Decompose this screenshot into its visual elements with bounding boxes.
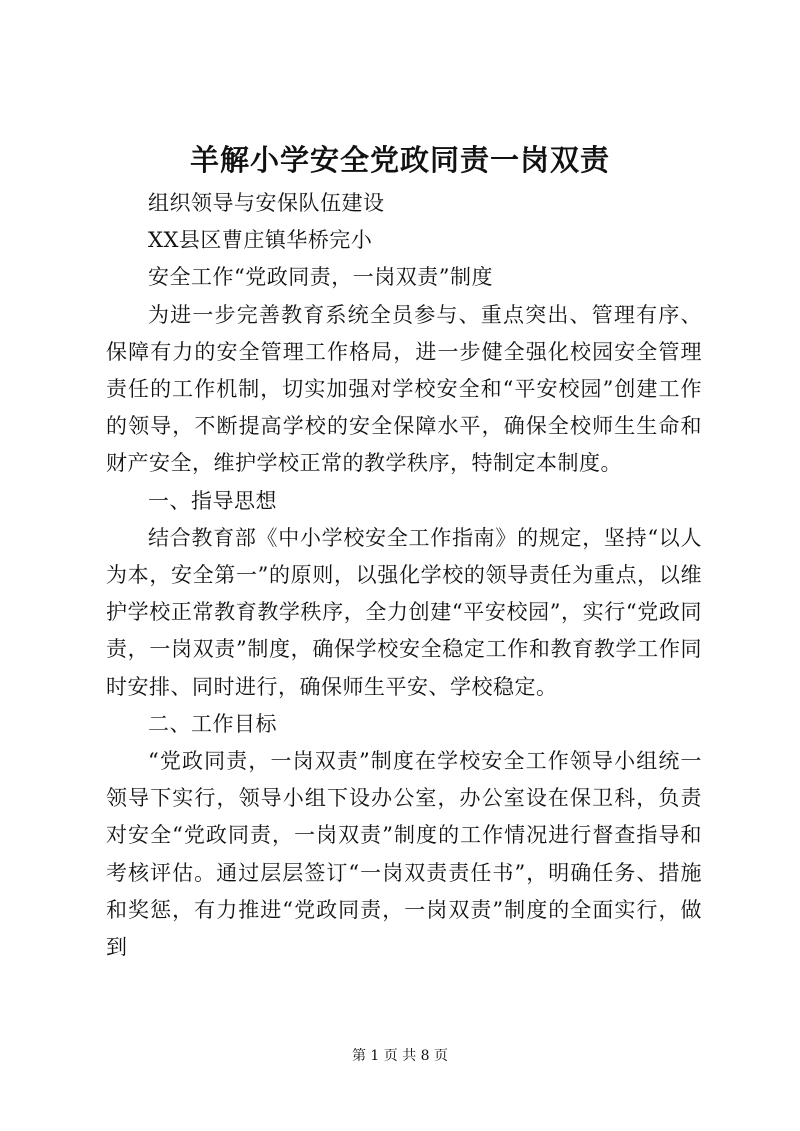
policy-title: 安全工作“党政同责，一岗双责”制度: [148, 265, 493, 290]
guiding-principle-paragraph: 结合教育部《中小学校安全工作指南》的规定，坚持“以人为本，安全第一”的原则，以强化学校的领导责任为重点，以维护学校正常教育教学秩序，全力创建“平安校园”，实行“党政同责，一岗双责”制度，确保学校安全稳定工作和教育教学工作同时安排、同时进行，确保师生平安、学校稳定。: [106, 525, 702, 699]
work-goals-paragraph: “党政同责，一岗双责”制度在学校安全工作领导小组统一领导下实行，领导小组下设办公室，办公室设在保卫科，负责对安全“党政同责，一岗双责”制度的工作情况进行督查指导和考核评估。通过层层签订“一岗双责责任书”，明确任务、措施和奖惩，有力推进“党政同责，一岗双责”制度的全面实行，做到: [106, 749, 702, 960]
school-name: XX县区曹庄镇华桥完小: [148, 228, 373, 253]
heading-guiding-principle: 一、指导思想: [148, 488, 277, 513]
document-body: [106, 185, 702, 966]
page-footer: 第 1 页 共 8 页: [351, 1048, 449, 1064]
document-title: 羊解小学安全党政同责一岗双责: [189, 143, 610, 177]
section-heading: 组织领导与安保队伍建设: [148, 191, 385, 215]
heading-work-goals: 二、工作目标: [148, 711, 277, 736]
intro-paragraph: 为进一步完善教育系统全员参与、重点突出、管理有序、保障有力的安全管理工作格局，进一步健全强化校园安全管理责任的工作机制，切实加强对学校安全和“平安校园”创建工作的领导，不断提高学校的安全保障水平，确保全校师生生命和财产安全，维护学校正常的教学秩序，特制定本制度。: [106, 302, 702, 476]
